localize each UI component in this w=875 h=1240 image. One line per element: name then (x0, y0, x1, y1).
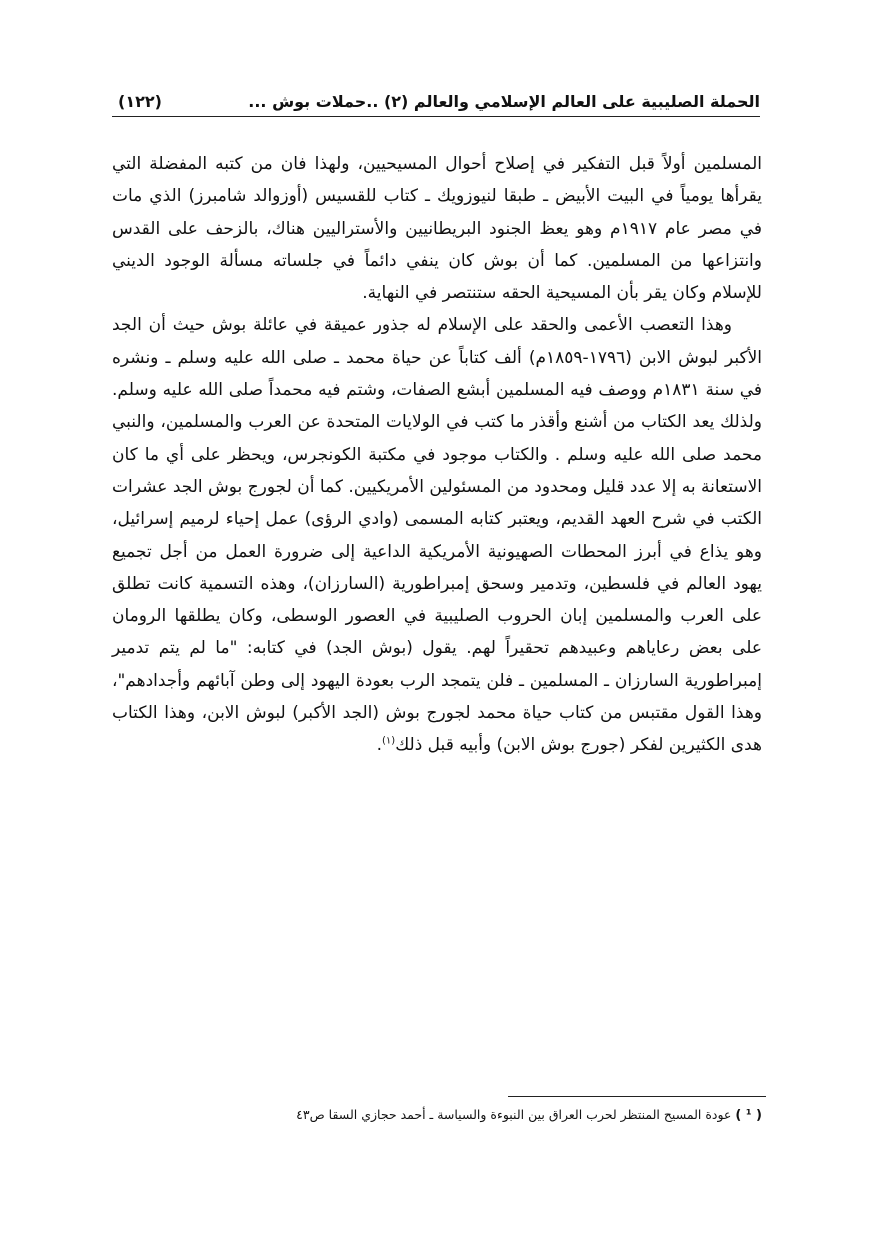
header-title: الحملة الصليبية على العالم الإسلامي والعالم (٢) ..حملات بوش ... (248, 92, 760, 111)
footnote-reference[interactable]: (١) (382, 735, 396, 747)
paragraph-2-end: . (376, 735, 383, 756)
footnote-number: ( ¹ ) (735, 1108, 762, 1123)
footnote-divider (508, 1096, 766, 1097)
paragraph-1: المسلمين أولاً قبل التفكير في إصلاح أحوال المسيحيين، ولهذا فان من كتبه المفضلة التي يقرأها يومياً في البيت الأبيض ـ طبقا لنيوزويك ـ كتاب للقسيس (أوزوالد شامبرز) الذي مات في مصر عام ١٩١٧م وهو يعظ الجنود البريطانيين والأستراليين هناك، بالزحف على القدس وانتزاعها من المسلمين. كما أن بوش كان ينفي دائماً في جلساته مسألة الوجود الديني للإسلام وكان يقر بأن المسيحية الحقه ستنتصر في النهاية. (112, 154, 763, 304)
body-text (112, 148, 762, 762)
paragraph-2-text: وهذا التعصب الأعمى والحقد على الإسلام له جذور عميقة في عائلة بوش حيث أن الجد الأكبر لبوش الابن (١٧٩٦-١٨٥٩م) ألف كتاباً عن حياة محمد ـ صلى الله عليه وسلم ـ ونشره في سنة ١٨٣١م ووصف فيه المسلمين أبشع الصفات، وشتم فيه محمداً صلى الله عليه وسلم. ولذلك يعد الكتاب من أشنع وأقذر ما كتب في الولايات المتحدة عن العرب والمسلمين، والنبي محمد صلى الله عليه وسلم . والكتاب موجود في مكتبة الكونجرس، ويحظر على أي ما كان الاستعانة به إلا عدد قليل ومحدود من المسئولين الأمريكيين. كما أن لجورج بوش الجد عشرات الكتب في شرح العهد القديم، ويعتبر كتابه المسمى (وادي الرؤى) عمل إحياء لرميم إسرائيل، وهو يذاع في أبرز المحطات الصهيونية الأمريكية الداعية إلى ضرورة العمل من أجل تجميع يهود العالم في فلسطين، وتدمير وسحق إمبراطورية (السارزان)، وهذه التسمية كانت تطلق على العرب والمسلمين إبان الحروب الصليبية في العصور الوسطى، وكان يطلقها الرومان على بعض رعاياهم وعبيدهم تحقيراً لهم. يقول (بوش الجد) في كتابه: "ما لم يتم تدمير إمبراطورية السارزان ـ المسلمين ـ فلن يتمجد الرب بعودة اليهود إلى وطن آبائهم وأجدادهم"، وهذا القول مقتبس من كتاب حياة محمد لجورج بوش (الجد الأكبر) لبوش الابن، وهذا الكتاب هدى الكثيرين لفكر (جورج بوش الابن) وأبيه قبل ذلك (112, 315, 763, 756)
footnote (112, 1104, 762, 1127)
paragraph-2 (112, 309, 762, 761)
page-number: (١٢٢) (118, 92, 162, 111)
running-header (112, 90, 760, 117)
footnote-text: عودة المسيح المنتظر لحرب العراق بين النبوءة والسياسة ـ أحمد حجازي السقا ص٤٣ (296, 1107, 732, 1122)
